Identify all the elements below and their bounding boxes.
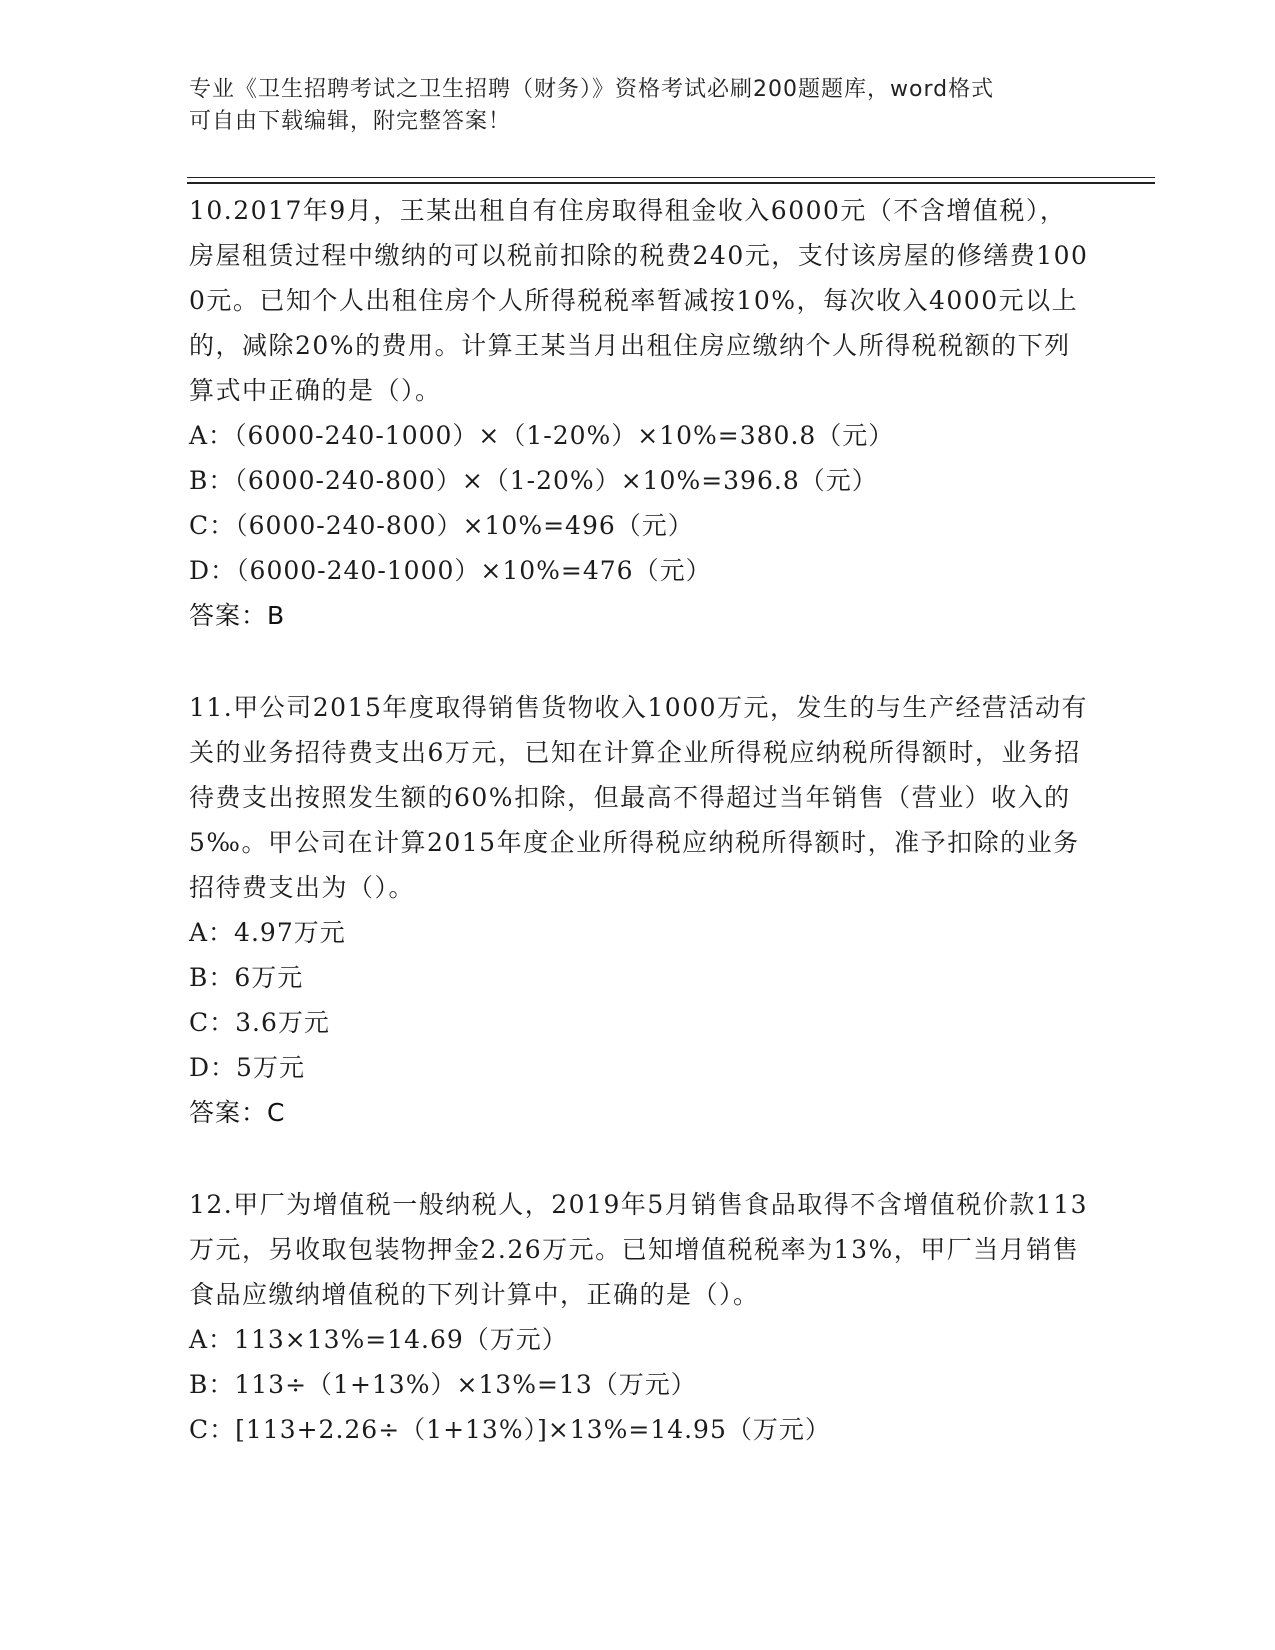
option-c: C：[113+2.26÷（1+13%）]×13%=14.95（万元） [189, 1415, 831, 1444]
question-stem: 10.2017年9月，王某出租自有住房取得租金收入6000元（不含增值税），房屋租赁过程中缴纳的可以税前扣除的税费240元，支付该房屋的修缮费1000元。已知个人出租住房个人所得税税率暂减按10%，每次收入4000元以上的，减除20%的费用。计算王某当月出租住房应缴纳个人所得税税额的下列算式中正确的是（）。 [189, 196, 1089, 405]
answer-line: 答案：B [189, 601, 286, 630]
page-header [189, 74, 1089, 138]
question-10 [189, 188, 1089, 638]
option-a: A：4.97万元 [189, 918, 346, 947]
header-title-line-1: 专业《卫生招聘考试之卫生招聘（财务）》资格考试必刷200题题库，word格式 [189, 77, 995, 102]
header-rule-thick [187, 182, 1155, 184]
option-a: A：113×13%=14.69（万元） [189, 1325, 568, 1354]
header-title-line-2: 可自由下载编辑，附完整答案！ [189, 109, 512, 134]
question-stem: 11.甲公司2015年度取得销售货物收入1000万元，发生的与生产经营活动有关的业务招待费支出6万元，已知在计算企业所得税应纳税所得额时，业务招待费支出按照发生额的60%扣除，但最高不得超过当年销售（营业）收入的5‰。甲公司在计算2015年度企业所得税应纳税所得额时，准予扣除的业务招待费支出为（）。 [189, 693, 1089, 902]
option-b: B：113÷（1+13%）×13%=13（万元） [189, 1370, 697, 1399]
option-a: A：（6000-240-1000）×（1-20%）×10%=380.8（元） [189, 421, 895, 450]
header-rule-thin [187, 177, 1155, 178]
question-stem: 12.甲厂为增值税一般纳税人，2019年5月销售食品取得不含增值税价款113万元，另收取包装物押金2.26万元。已知增值税税率为13%，甲厂当月销售食品应缴纳增值税的下列计算中，正确的是（）。 [189, 1190, 1089, 1309]
option-b: B：（6000-240-800）×（1-20%）×10%=396.8（元） [189, 466, 878, 495]
question-11 [189, 685, 1089, 1135]
question-12 [189, 1182, 1089, 1452]
option-d: D：5万元 [189, 1053, 305, 1082]
option-c: C：（6000-240-800）×10%=496（元） [189, 511, 694, 540]
question-list [189, 188, 1089, 1499]
option-c: C：3.6万元 [189, 1008, 330, 1037]
answer-line: 答案：C [189, 1098, 286, 1127]
option-d: D：（6000-240-1000）×10%=476（元） [189, 556, 712, 585]
option-b: B：6万元 [189, 963, 304, 992]
